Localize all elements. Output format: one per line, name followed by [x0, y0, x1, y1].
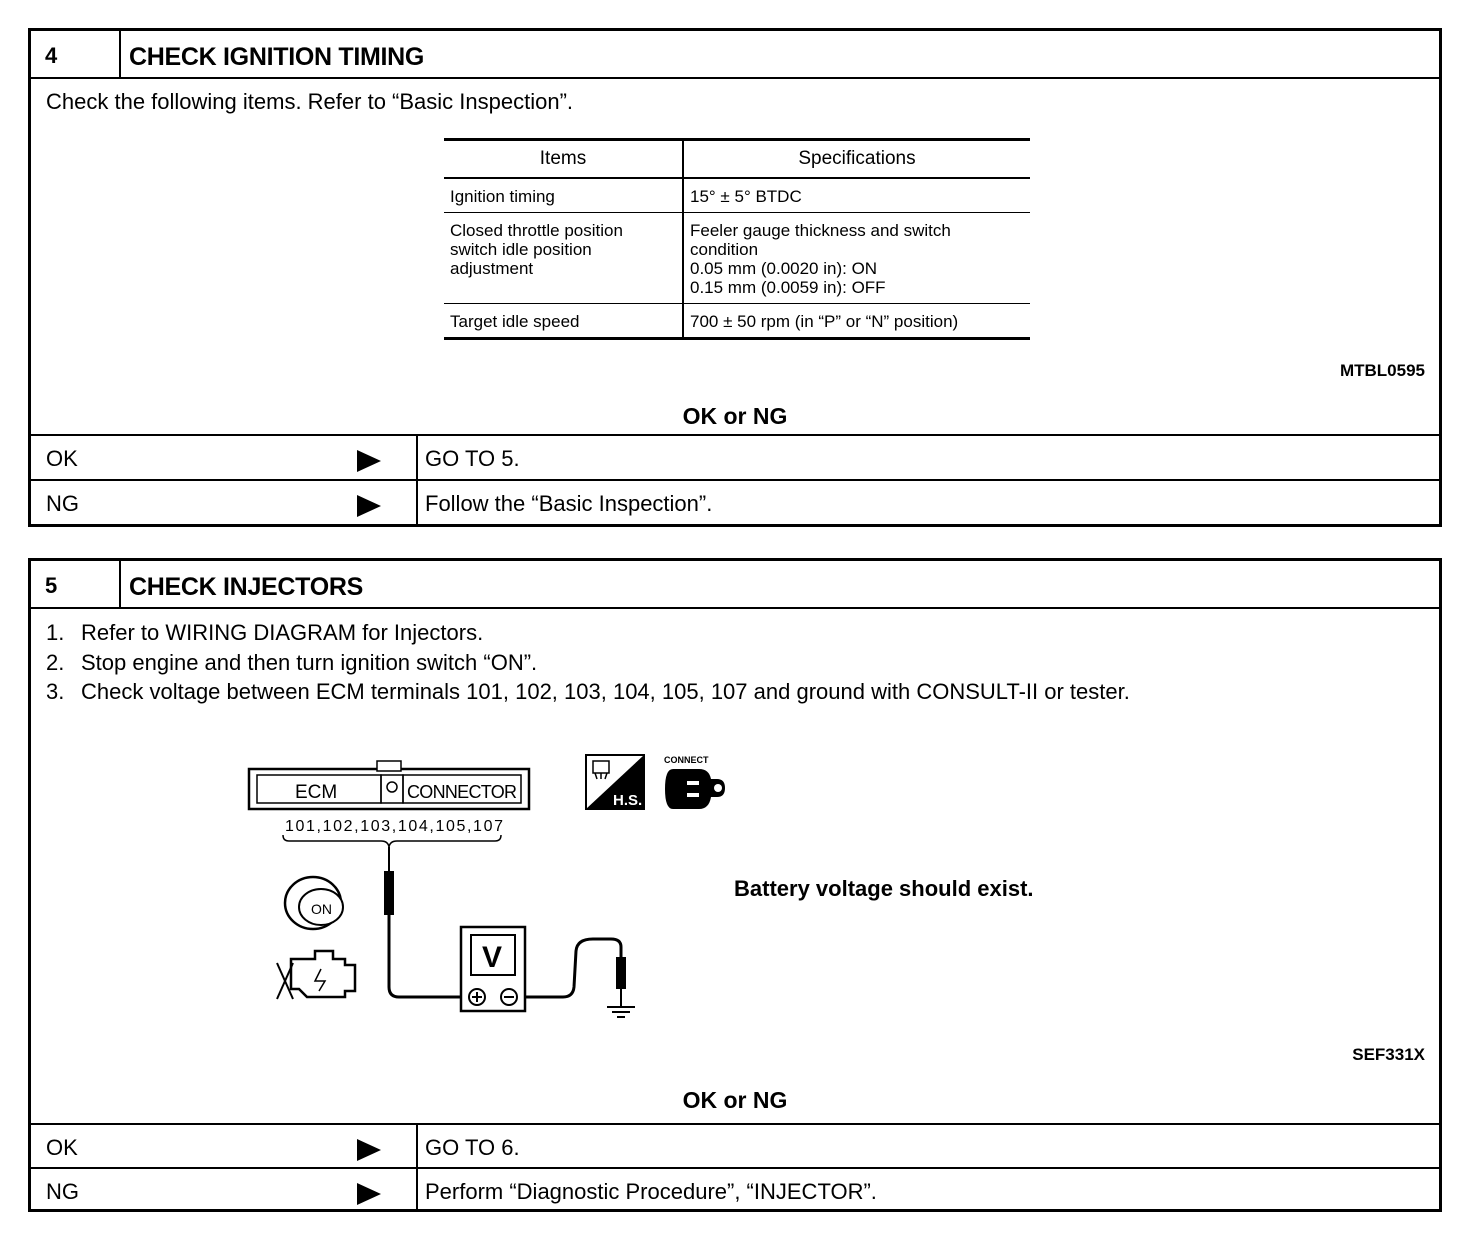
figure-code: SEF331X: [1352, 1045, 1425, 1064]
ignition-key-on-icon: [285, 877, 343, 929]
voltage-check-diagram: [241, 751, 741, 1031]
spec-table: [444, 138, 1030, 340]
result-row-ng: [31, 1167, 1439, 1211]
divider: [416, 1125, 418, 1169]
list-item: 1. Refer to WIRING DIAGRAM for Injectors.: [46, 620, 484, 645]
column-header-items: Items: [444, 140, 683, 179]
result-label: OK: [46, 1135, 78, 1160]
section-header: [31, 31, 1439, 79]
ecm-label: ECM: [295, 782, 338, 803]
arrow-right-icon: [357, 1183, 381, 1205]
column-header-specifications: Specifications: [683, 140, 1030, 179]
section-title: CHECK IGNITION TIMING: [129, 43, 425, 71]
result-label: NG: [46, 491, 79, 516]
hs-label: H.S.: [613, 792, 643, 809]
meter-label: V: [482, 941, 503, 974]
hot-start-icon: [586, 755, 644, 809]
divider: [416, 481, 418, 526]
arrow-right-icon: [357, 1139, 381, 1161]
item-cell: Closed throttle position switch idle position adjustment: [444, 213, 683, 304]
voltmeter-icon: [461, 927, 525, 1011]
result-text: Follow the “Basic Inspection”.: [425, 491, 713, 516]
list-item: 3. Check voltage between ECM terminals 101, 102, 103, 104, 105, 107 and ground with CONSULT-II or tester.: [46, 679, 1130, 704]
result-row-ok: [31, 434, 1439, 480]
battery-voltage-note: Battery voltage should exist.: [734, 876, 1034, 901]
arrow-right-icon: [357, 495, 381, 517]
result-label: OK: [46, 446, 78, 471]
item-cell: Ignition timing: [444, 178, 683, 213]
connect-label: CONNECT: [664, 755, 709, 765]
result-text: GO TO 6.: [425, 1135, 520, 1160]
divider: [416, 1169, 418, 1211]
terminal-numbers: 101,102,103,104,105,107: [285, 818, 503, 835]
connect-icon: [664, 755, 725, 809]
spec-cell: 15° ± 5° BTDC: [683, 178, 1030, 213]
engine-stopped-icon: [277, 951, 355, 999]
arrow-right-icon: [357, 450, 381, 472]
section-check-ignition-timing: [28, 28, 1442, 527]
result-text: Perform “Diagnostic Procedure”, “INJECTOR”.: [425, 1179, 877, 1204]
result-row-ng: [31, 479, 1439, 526]
ecm-connector-icon: [249, 761, 529, 809]
result-label: NG: [46, 1179, 79, 1204]
list-item: 2. Stop engine and then turn ignition switch “ON”.: [46, 649, 538, 675]
table-row: [444, 178, 1030, 213]
divider: [416, 436, 418, 480]
table-row: [444, 213, 1030, 304]
section-header: [31, 561, 1439, 609]
instruction-text: Check the following items. Refer to “Basic Inspection”.: [46, 89, 574, 114]
item-cell: Target idle speed: [444, 304, 683, 339]
ok-or-ng-heading: OK or NG: [682, 403, 788, 429]
step-number: 5: [31, 561, 121, 607]
figure-code: MTBL0595: [1339, 361, 1425, 380]
section-check-injectors: [28, 558, 1442, 1212]
step-number: 4: [31, 31, 121, 77]
connector-label: CONNECTOR: [407, 782, 517, 802]
section-title: CHECK INJECTORS: [129, 573, 363, 601]
ok-or-ng-heading: OK or NG: [682, 1087, 788, 1113]
step-list: [46, 618, 1130, 707]
table-row: [444, 304, 1030, 339]
spec-cell: Feeler gauge thickness and switch condition 0.05 mm (0.0020 in): ON 0.15 mm (0.0059 in): OFF: [683, 213, 1030, 304]
spec-cell: 700 ± 50 rpm (in “P” or “N” position): [683, 304, 1030, 339]
result-text: GO TO 5.: [425, 446, 520, 471]
key-on-label: ON: [311, 901, 332, 917]
result-row-ok: [31, 1123, 1439, 1169]
ground-icon: [607, 1007, 635, 1017]
